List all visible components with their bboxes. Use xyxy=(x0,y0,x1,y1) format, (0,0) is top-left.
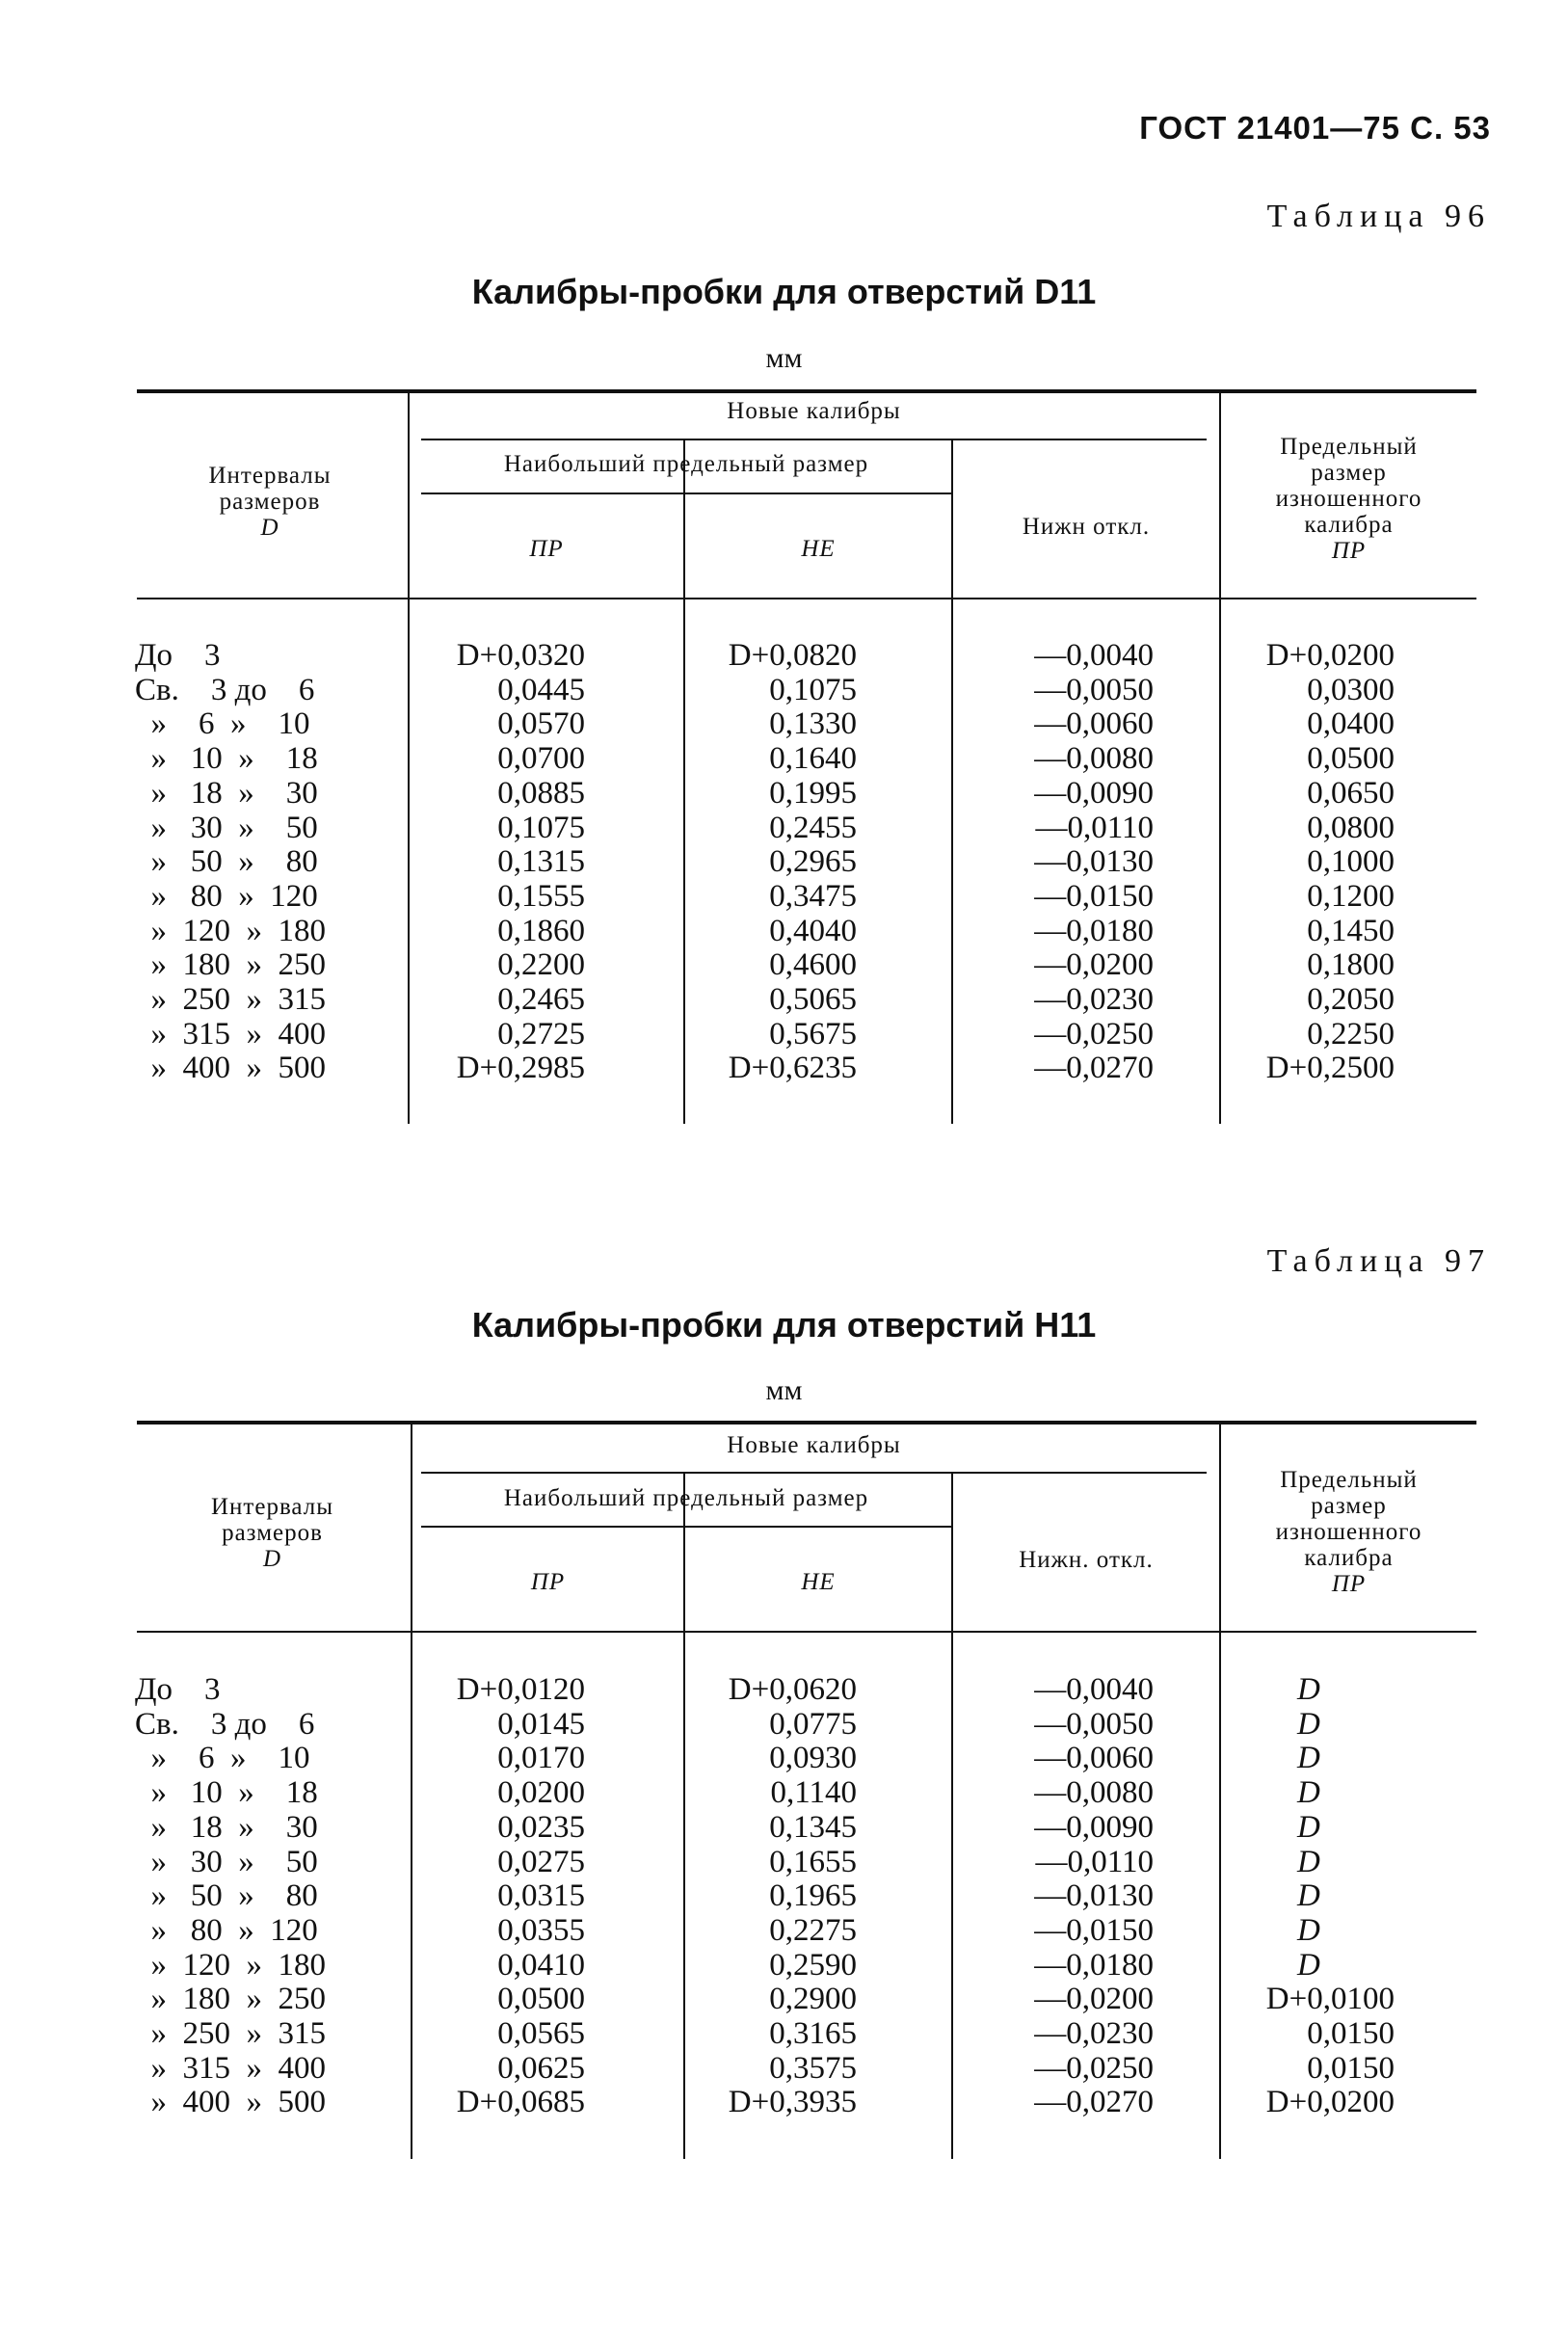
cell-lower-deviation: —0,0250 xyxy=(1034,2050,1154,2086)
cell-ne: 0,4040 xyxy=(769,913,857,948)
cell-lower-deviation: —0,0090 xyxy=(1034,1809,1154,1845)
table-row xyxy=(0,1775,1568,1810)
cell-interval: » 250 » 315 xyxy=(135,2016,326,2051)
cell-pr: 0,0200 xyxy=(497,1775,585,1811)
table-row xyxy=(0,811,1568,845)
cell-ne: D+0,3935 xyxy=(728,2085,857,2120)
cell-lower-deviation: —0,0150 xyxy=(1034,1912,1154,1948)
cell-pr: 0,1075 xyxy=(497,810,585,845)
cell-worn-limit: D xyxy=(1297,1912,1320,1948)
cell-worn-limit: 0,1000 xyxy=(1307,844,1395,880)
cell-worn-limit: D+0,2500 xyxy=(1265,1051,1395,1086)
cell-interval: » 400 » 500 xyxy=(135,1051,326,1086)
cell-worn-limit: D+0,0100 xyxy=(1265,1982,1395,2017)
cell-worn-limit: 0,1200 xyxy=(1307,878,1395,914)
cell-lower-deviation: —0,0040 xyxy=(1034,1672,1154,1707)
header-bottom-rule xyxy=(137,1631,1476,1633)
cell-interval: » 315 » 400 xyxy=(135,2050,326,2086)
page-header: ГОСТ 21401—75 С. 53 xyxy=(1139,110,1491,146)
table-96-label: Таблица 96 xyxy=(1266,199,1491,234)
cell-lower-deviation: —0,0090 xyxy=(1034,775,1154,811)
cell-worn-limit: D xyxy=(1297,1947,1320,1983)
cell-lower-deviation: —0,0130 xyxy=(1034,844,1154,880)
cell-pr: 0,0500 xyxy=(497,1982,585,2017)
cell-worn-limit: 0,2050 xyxy=(1307,982,1395,1017)
cell-lower-deviation: —0,0040 xyxy=(1034,638,1154,673)
table-row xyxy=(0,1982,1568,2016)
table-97-title: Калибры-пробки для отверстий Н11 xyxy=(471,1305,1097,1345)
header-pr: ПР xyxy=(529,536,564,562)
table-row xyxy=(0,1913,1568,1948)
cell-ne: 0,2275 xyxy=(769,1912,857,1948)
cell-pr: D+0,2985 xyxy=(456,1051,585,1086)
header-intervals: Интервалы размеров D xyxy=(210,1494,334,1572)
cell-pr: 0,0570 xyxy=(497,706,585,742)
header-largest-limit: Наибольший предельный размер xyxy=(503,451,869,477)
table-top-rule xyxy=(137,1421,1476,1424)
cell-pr: 0,0625 xyxy=(497,2050,585,2086)
table-97-label: Таблица 97 xyxy=(1266,1243,1491,1279)
cell-lower-deviation: —0,0200 xyxy=(1034,947,1154,983)
cell-interval: » 30 » 50 xyxy=(135,810,318,845)
table-row xyxy=(0,1741,1568,1775)
cell-ne: D+0,6235 xyxy=(728,1051,857,1086)
cell-lower-deviation: —0,0050 xyxy=(1034,672,1154,707)
cell-interval: До 3 xyxy=(135,638,221,673)
header-rule xyxy=(421,439,1207,440)
cell-interval: » 250 » 315 xyxy=(135,982,326,1017)
header-rule xyxy=(421,493,951,494)
cell-pr: 0,2200 xyxy=(497,947,585,983)
cell-interval: » 80 » 120 xyxy=(135,1912,318,1948)
cell-worn-limit: D xyxy=(1297,1775,1320,1811)
header-rule xyxy=(421,1472,1207,1474)
cell-worn-limit: 0,0500 xyxy=(1307,741,1395,777)
table-row xyxy=(0,1948,1568,1983)
cell-pr: D+0,0120 xyxy=(456,1672,585,1707)
cell-lower-deviation: —0,0250 xyxy=(1034,1016,1154,1052)
cell-interval: » 400 » 500 xyxy=(135,2085,326,2120)
cell-interval: Св. 3 до 6 xyxy=(135,672,315,707)
cell-pr: 0,0410 xyxy=(497,1947,585,1983)
cell-interval: До 3 xyxy=(135,1672,221,1707)
table-96-title: Калибры-пробки для отверстий D11 xyxy=(471,272,1097,311)
cell-ne: 0,0775 xyxy=(769,1706,857,1742)
table-row xyxy=(0,879,1568,914)
table-row xyxy=(0,741,1568,776)
cell-interval: » 180 » 250 xyxy=(135,1982,326,2017)
table-row xyxy=(0,844,1568,879)
table-row xyxy=(0,1810,1568,1845)
table-row xyxy=(0,1707,1568,1742)
cell-lower-deviation: —0,0150 xyxy=(1034,878,1154,914)
cell-ne: 0,1640 xyxy=(769,741,857,777)
cell-ne: 0,1965 xyxy=(769,1878,857,1914)
cell-interval: » 80 » 120 xyxy=(135,878,318,914)
cell-interval: » 315 » 400 xyxy=(135,1016,326,1052)
cell-worn-limit: D xyxy=(1297,1672,1320,1707)
table-top-rule xyxy=(137,389,1476,393)
cell-ne: 0,5065 xyxy=(769,982,857,1017)
cell-lower-deviation: —0,0200 xyxy=(1034,1982,1154,2017)
table-97-unit: мм xyxy=(765,1374,803,1406)
cell-ne: 0,2965 xyxy=(769,844,857,880)
cell-pr: 0,2465 xyxy=(497,982,585,1017)
cell-lower-deviation: —0,0060 xyxy=(1034,1741,1154,1776)
table-row xyxy=(0,2085,1568,2119)
cell-pr: 0,0355 xyxy=(497,1912,585,1948)
cell-worn-limit: 0,2250 xyxy=(1307,1016,1395,1052)
cell-worn-limit: D+0,0200 xyxy=(1265,638,1395,673)
header-bottom-rule xyxy=(137,598,1476,599)
table-row xyxy=(0,1878,1568,1913)
cell-ne: 0,0930 xyxy=(769,1741,857,1776)
cell-lower-deviation: —0,0110 xyxy=(1035,810,1154,845)
cell-worn-limit: 0,0150 xyxy=(1307,2050,1395,2086)
cell-interval: Св. 3 до 6 xyxy=(135,1706,315,1742)
table-row xyxy=(0,1672,1568,1707)
header-ne: НЕ xyxy=(801,536,836,562)
cell-ne: 0,2455 xyxy=(769,810,857,845)
cell-ne: 0,3475 xyxy=(769,878,857,914)
header-largest-limit: Наибольший предельный размер xyxy=(503,1485,869,1511)
table-row xyxy=(0,673,1568,707)
header-lower-deviation: Нижн откл. xyxy=(1022,514,1151,540)
cell-worn-limit: D xyxy=(1297,1878,1320,1914)
cell-lower-deviation: —0,0230 xyxy=(1034,2016,1154,2051)
cell-pr: 0,0315 xyxy=(497,1878,585,1914)
cell-pr: 0,0885 xyxy=(497,775,585,811)
cell-worn-limit: 0,0650 xyxy=(1307,775,1395,811)
cell-lower-deviation: —0,0050 xyxy=(1034,1706,1154,1742)
header-worn-limit: Предельный размер изношенного калибра ПР xyxy=(1275,1467,1422,1597)
cell-worn-limit: 0,0150 xyxy=(1307,2016,1395,2051)
cell-interval: » 6 » 10 xyxy=(135,706,310,742)
header-lower-deviation: Нижн. откл. xyxy=(1019,1547,1154,1573)
table-row xyxy=(0,706,1568,741)
cell-interval: » 10 » 18 xyxy=(135,741,318,777)
cell-worn-limit: D xyxy=(1297,1809,1320,1845)
cell-lower-deviation: —0,0270 xyxy=(1034,2085,1154,2120)
cell-lower-deviation: —0,0080 xyxy=(1034,741,1154,777)
cell-worn-limit: D xyxy=(1297,1706,1320,1742)
cell-worn-limit: D xyxy=(1297,1844,1320,1879)
cell-interval: » 50 » 80 xyxy=(135,1878,318,1914)
table-row xyxy=(0,2016,1568,2051)
cell-interval: » 18 » 30 xyxy=(135,1809,318,1845)
table-96-unit: мм xyxy=(765,342,803,374)
cell-pr: 0,0565 xyxy=(497,2016,585,2051)
cell-lower-deviation: —0,0130 xyxy=(1034,1878,1154,1914)
cell-pr: 0,0445 xyxy=(497,672,585,707)
cell-pr: 0,0170 xyxy=(497,1741,585,1776)
table-row xyxy=(0,982,1568,1017)
cell-interval: » 120 » 180 xyxy=(135,913,326,948)
cell-ne: 0,2590 xyxy=(769,1947,857,1983)
header-new-gauges: Новые калибры xyxy=(727,398,901,424)
table-row xyxy=(0,776,1568,811)
cell-worn-limit: 0,0400 xyxy=(1307,706,1395,742)
cell-ne: 0,1345 xyxy=(769,1809,857,1845)
cell-ne: 0,4600 xyxy=(769,947,857,983)
cell-worn-limit: 0,1800 xyxy=(1307,947,1395,983)
cell-ne: 0,2900 xyxy=(769,1982,857,2017)
cell-worn-limit: 0,1450 xyxy=(1307,913,1395,948)
cell-ne: 0,1995 xyxy=(769,775,857,811)
header-pr: ПР xyxy=(530,1569,566,1595)
cell-ne: 0,1655 xyxy=(769,1844,857,1879)
cell-worn-limit: D+0,0200 xyxy=(1265,2085,1395,2120)
cell-worn-limit: D xyxy=(1297,1741,1320,1776)
header-intervals: Интервалы размеров D xyxy=(208,463,332,541)
cell-lower-deviation: —0,0180 xyxy=(1034,1947,1154,1983)
cell-interval: » 180 » 250 xyxy=(135,947,326,983)
header-new-gauges: Новые калибры xyxy=(727,1432,901,1458)
cell-pr: 0,1555 xyxy=(497,878,585,914)
cell-pr: 0,1860 xyxy=(497,913,585,948)
table-row xyxy=(0,2051,1568,2086)
cell-lower-deviation: —0,0060 xyxy=(1034,706,1154,742)
cell-worn-limit: 0,0800 xyxy=(1307,810,1395,845)
cell-ne: 0,1140 xyxy=(770,1775,857,1811)
cell-ne: 0,5675 xyxy=(769,1016,857,1052)
cell-interval: » 30 » 50 xyxy=(135,1844,318,1879)
cell-pr: D+0,0320 xyxy=(456,638,585,673)
cell-ne: 0,3575 xyxy=(769,2050,857,2086)
cell-pr: 0,0275 xyxy=(497,1844,585,1879)
cell-lower-deviation: —0,0080 xyxy=(1034,1775,1154,1811)
cell-pr: 0,1315 xyxy=(497,844,585,880)
cell-pr: 0,0235 xyxy=(497,1809,585,1845)
table-row xyxy=(0,1845,1568,1879)
header-rule xyxy=(421,1526,951,1528)
cell-ne: D+0,0820 xyxy=(728,638,857,673)
cell-ne: D+0,0620 xyxy=(728,1672,857,1707)
cell-ne: 0,1075 xyxy=(769,672,857,707)
table-row xyxy=(0,1051,1568,1085)
table-row xyxy=(0,947,1568,982)
cell-interval: » 120 » 180 xyxy=(135,1947,326,1983)
cell-interval: » 18 » 30 xyxy=(135,775,318,811)
table-row xyxy=(0,914,1568,948)
cell-pr: 0,2725 xyxy=(497,1016,585,1052)
table-row xyxy=(0,1017,1568,1052)
cell-pr: 0,0145 xyxy=(497,1706,585,1742)
cell-interval: » 10 » 18 xyxy=(135,1775,318,1811)
cell-lower-deviation: —0,0110 xyxy=(1035,1844,1154,1879)
cell-ne: 0,3165 xyxy=(769,2016,857,2051)
cell-lower-deviation: —0,0180 xyxy=(1034,913,1154,948)
cell-pr: 0,0700 xyxy=(497,741,585,777)
cell-lower-deviation: —0,0230 xyxy=(1034,982,1154,1017)
cell-worn-limit: 0,0300 xyxy=(1307,672,1395,707)
cell-ne: 0,1330 xyxy=(769,706,857,742)
cell-pr: D+0,0685 xyxy=(456,2085,585,2120)
table-row xyxy=(0,638,1568,673)
cell-lower-deviation: —0,0270 xyxy=(1034,1051,1154,1086)
cell-interval: » 6 » 10 xyxy=(135,1741,310,1776)
header-ne: НЕ xyxy=(801,1569,836,1595)
cell-interval: » 50 » 80 xyxy=(135,844,318,880)
header-worn-limit: Предельный размер изношенного калибра ПР xyxy=(1275,434,1422,564)
